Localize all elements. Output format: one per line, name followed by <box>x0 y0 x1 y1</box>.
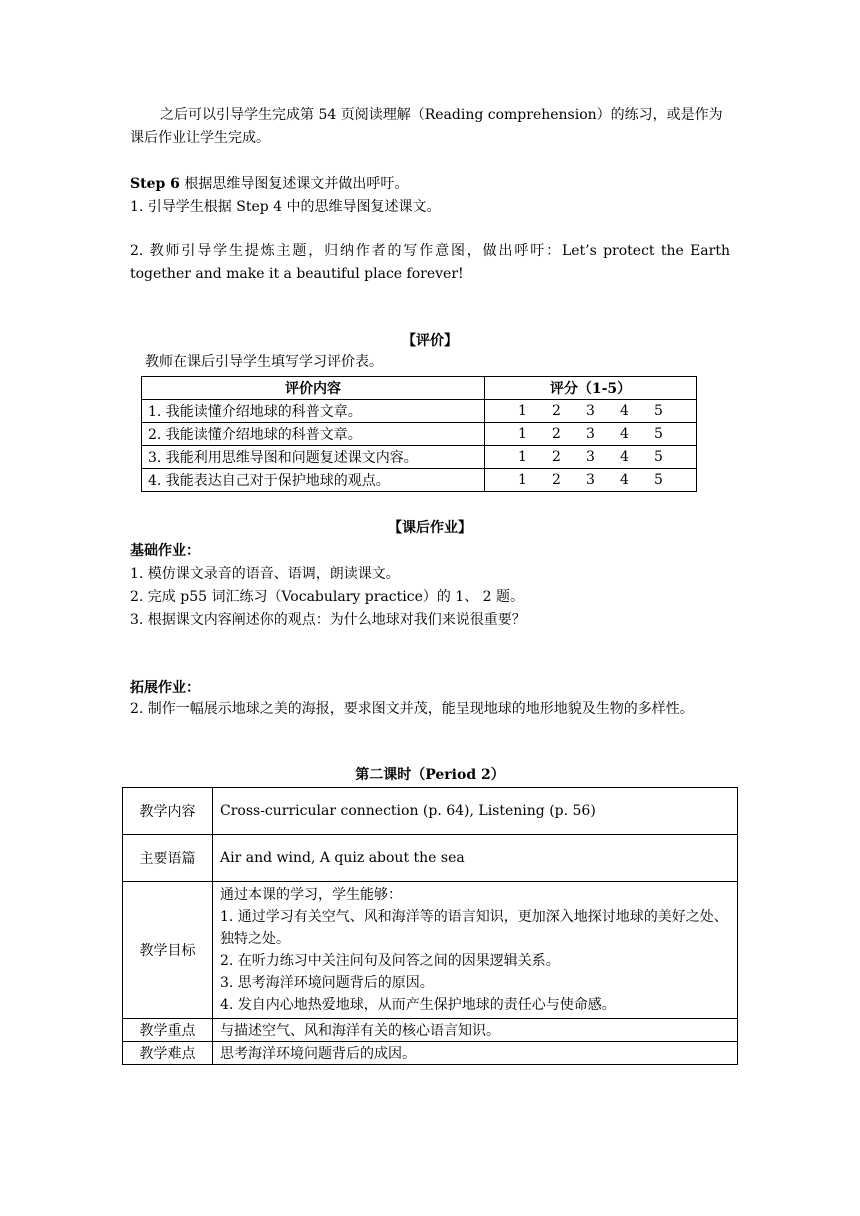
score-option: 2 <box>552 449 561 465</box>
evaluation-item: 2. 我能读懂介绍地球的科普文章。 <box>142 423 485 446</box>
step6-item-1: 1. 引导学生根据 Step 4 中的思维导图复述课文。 <box>130 199 441 215</box>
content-value: Cross-curricular connection (p. 64), Listening (p. 56) <box>213 788 738 835</box>
evaluation-heading: 【评价】 <box>402 333 458 349</box>
score-option: 1 <box>518 403 527 419</box>
score-option: 5 <box>654 449 663 465</box>
score-option: 2 <box>552 426 561 442</box>
goal-item: 2. 在听力练习中关注问句及问答之间的因果逻辑关系。 <box>220 953 560 969</box>
score-option: 3 <box>586 426 595 442</box>
step6-title: 根据思维导图复述课文并做出呼吁。 <box>179 176 409 192</box>
score-cell <box>485 400 697 423</box>
text-value: Air and wind, A quiz about the sea <box>213 835 738 882</box>
goals-label: 教学目标 <box>123 882 213 1019</box>
table-row <box>142 469 697 492</box>
evaluation-header-row <box>142 377 697 400</box>
goal-item: 3. 思考海洋环境问题背后的原因。 <box>220 975 434 991</box>
evaluation-item: 4. 我能表达自己对于保护地球的观点。 <box>142 469 485 492</box>
step6-item-2: 2. 教师引导学生提炼主题，归纳作者的写作意图，做出呼吁：Let’s protect the Earth together and make it a beautiful place forever! <box>130 243 730 282</box>
basic-homework-label: 基础作业： <box>130 543 200 559</box>
difficulty-label: 教学难点 <box>123 1042 213 1065</box>
table-row <box>123 1019 738 1042</box>
score-option: 2 <box>552 472 561 488</box>
basic-homework-item: 1. 模仿课文录音的语音、语调，朗读课文。 <box>130 566 400 582</box>
score-option: 5 <box>654 403 663 419</box>
reading-note: 之后可以引导学生完成第 54 页阅读理解（Reading comprehension）的练习，或是作为课后作业让学生完成。 <box>130 107 723 146</box>
homework-heading: 【课后作业】 <box>388 520 472 536</box>
extended-homework-label: 拓展作业： <box>130 680 200 696</box>
score-option: 5 <box>654 472 663 488</box>
goal-item: 1. 通过学习有关空气、风和海洋等的语言知识，更加深入地探讨地球的美好之处、独特之处。 <box>220 909 728 947</box>
extended-homework-item: 2. 制作一幅展示地球之美的海报，要求图文并茂，能呈现地球的地形地貌及生物的多样性。 <box>130 701 694 717</box>
score-cell <box>485 446 697 469</box>
score-option: 4 <box>620 449 629 465</box>
col-score-header: 评分（1-5） <box>485 377 697 400</box>
score-option: 4 <box>620 426 629 442</box>
basic-homework-item: 3. 根据课文内容阐述你的观点：为什么地球对我们来说很重要？ <box>130 612 526 628</box>
goal-item: 4. 发自内心地热爱地球，从而产生保护地球的责任心与使命感。 <box>220 997 616 1013</box>
score-option: 4 <box>620 472 629 488</box>
table-row <box>142 423 697 446</box>
focus-label: 教学重点 <box>123 1019 213 1042</box>
table-row <box>142 446 697 469</box>
content-label: 教学内容 <box>123 788 213 835</box>
score-option: 1 <box>518 449 527 465</box>
score-option: 2 <box>552 403 561 419</box>
col-content-header: 评价内容 <box>142 377 485 400</box>
evaluation-item: 3. 我能利用思维导图和问题复述课文内容。 <box>142 446 485 469</box>
evaluation-item: 1. 我能读懂介绍地球的科普文章。 <box>142 400 485 423</box>
score-option: 1 <box>518 472 527 488</box>
score-option: 4 <box>620 403 629 419</box>
period2-title: 第二课时（Period 2） <box>355 767 505 783</box>
evaluation-instruction: 教师在课后引导学生填写学习评价表。 <box>145 354 383 370</box>
period2-table <box>122 787 738 1065</box>
step6-heading <box>130 173 730 196</box>
score-option: 5 <box>654 426 663 442</box>
goals-value <box>213 882 738 1019</box>
table-row <box>123 882 738 1019</box>
table-row <box>123 1042 738 1065</box>
basic-homework-item: 2. 完成 p55 词汇练习（Vocabulary practice）的 1、 2 题。 <box>130 589 525 605</box>
evaluation-table <box>141 376 697 492</box>
step6-label: Step 6 <box>130 176 180 192</box>
focus-value: 与描述空气、风和海洋有关的核心语言知识。 <box>213 1019 738 1042</box>
score-cell <box>485 469 697 492</box>
score-cell <box>485 423 697 446</box>
score-option: 1 <box>518 426 527 442</box>
score-option: 3 <box>586 472 595 488</box>
text-label: 主要语篇 <box>123 835 213 882</box>
table-row <box>142 400 697 423</box>
table-row <box>123 788 738 835</box>
difficulty-value: 思考海洋环境问题背后的成因。 <box>213 1042 738 1065</box>
goals-intro: 通过本课的学习，学生能够： <box>220 887 402 903</box>
score-option: 3 <box>586 403 595 419</box>
score-option: 3 <box>586 449 595 465</box>
table-row <box>123 835 738 882</box>
